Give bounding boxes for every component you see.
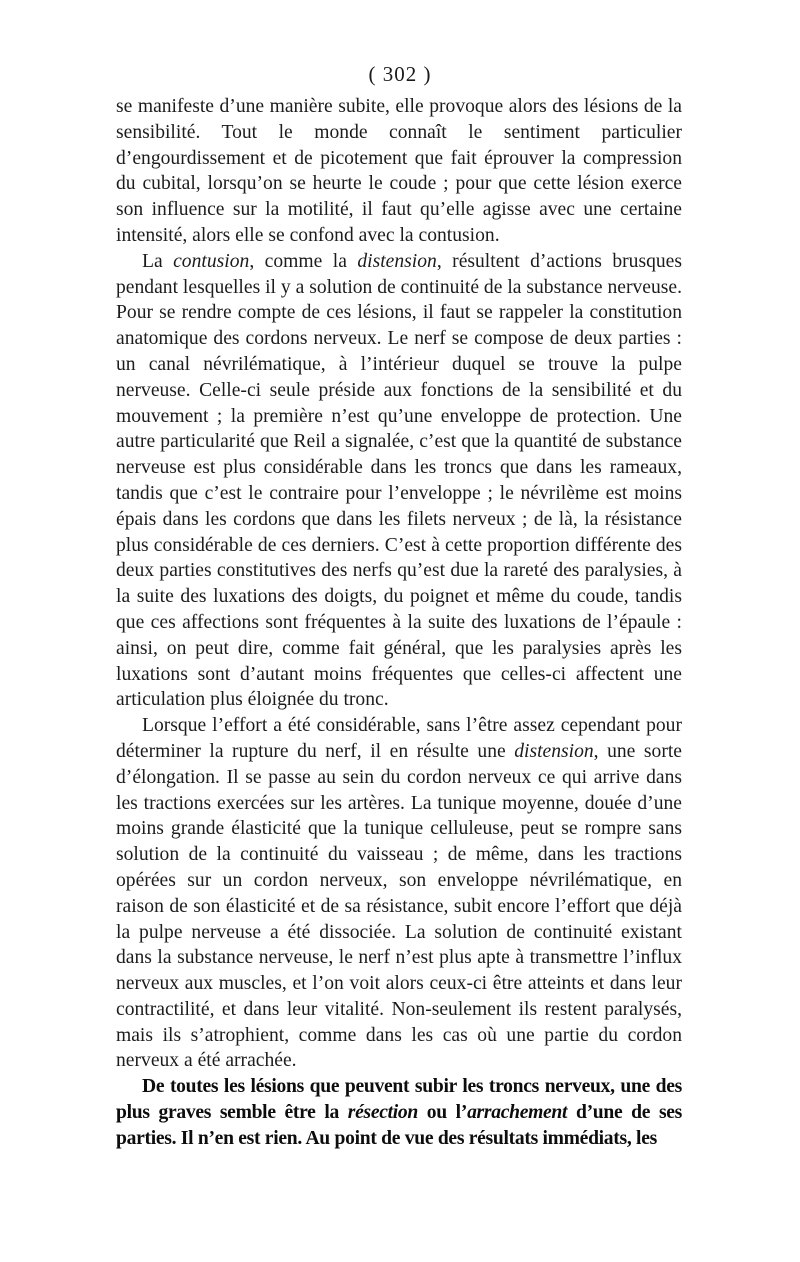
italic-term-distension: distension [514, 740, 594, 762]
italic-term-arrachement: arrachement [467, 1102, 568, 1124]
paragraph-4 [116, 1074, 682, 1151]
italic-term-contusion: contusion [173, 250, 250, 272]
paragraph-2 [116, 249, 682, 713]
paragraph-text: d’une de ses parties. Il n’en est rien. Au point de vue des résultats immédiats, les [116, 1102, 682, 1149]
paragraph-text: , une sorte d’élongation. Il se passe au sein du cordon nerveux ce qui arrive dans les tractions exercées sur les artères. La tunique moyenne, douée d’une moins grande élasticité que la tunique celluleuse, peut se rompre sans solution de la continuité du vaisseau ; de même, dans les tractions opérées sur un cordon nerveux, son enveloppe névrilématique, en raison de son élasticité et de sa résistance, subit encore l’effort que déjà la pulpe nerveuse a été dissociée. La solution de continuité existant dans la substance nerveuse, le nerf n’est plus apte à transmettre l’influx nerveux aux muscles, et l’on voit alors ceux-ci être atteints et dans leur contractilité, et dans leur vitalité. Non-seulement ils restent paralysés, mais ils s’atrophient, comme dans les cas où une partie du cordon nerveux a été arrachée. [116, 740, 682, 1072]
paragraph-1 [116, 94, 682, 249]
paragraph-text: La [142, 250, 174, 272]
paragraph-text: Lorsque l’effort a été considérable, sans l’être assez cependant pour déterminer la rupture du nerf, il en résulte une [116, 715, 682, 762]
paragraph-text: se manifeste d’une manière subite, elle provoque alors des lésions de la sensibilité. Tout le monde connaît le sentiment particulier d’engourdissement et de picotement que fait éprouver la compression du cubital, lorsqu’on se heurte le coude ; pour que cette lésion exerce son influence sur la motilité, il faut qu’elle agisse avec une certaine intensité, alors elle se confond avec la contusion. [116, 96, 682, 246]
italic-term-resection: résection [347, 1102, 419, 1124]
page-number: ( 302 ) [368, 62, 432, 86]
paragraph-3 [116, 713, 682, 1074]
italic-term-distension: distension [357, 250, 437, 272]
paragraph-text: De toutes les lésions que peuvent subir les troncs nerveux, une des plus graves semble être la [116, 1076, 682, 1124]
paragraph-text: , comme la [249, 250, 358, 272]
paragraph-text: ou l’ [418, 1102, 468, 1124]
paragraph-text: , résultent d’actions brusques pendant lesquelles il y a solution de continuité de la substance nerveuse. Pour se rendre compte de ces lésions, il faut se rappeler la constitution anatomique des cordons nerveux. Le nerf se compose de deux parties : un canal névrilématique, à l’intérieur duquel se trouve la pulpe nerveuse. Celle-ci seule préside aux fonctions de la sensibilité et du mouvement ; la première n’est qu’une enveloppe de protection. Une autre particularité que Reil a signalée, c’est que la quantité de substance nerveuse est plus considérable dans les troncs que dans les rameaux, tandis que c’est le contraire pour l’enveloppe ; le névrilème est moins épais dans les cordons que dans les filets nerveux ; de là, la résistance plus considérable de ces derniers. C’est à cette proportion différente des deux parties constitutives des nerfs qu’est due la rareté des paralysies, à la suite des luxations des doigts, du poignet et même du coude, tandis que ces affections sont fréquentes à la suite des luxations de l’épaule : ainsi, on peut dire, comme fait général, que les paralysies après les luxations sont d’autant moins fréquentes que celles-ci affectent une articulation plus éloignée du tronc. [116, 250, 682, 711]
body-text [116, 94, 682, 1152]
